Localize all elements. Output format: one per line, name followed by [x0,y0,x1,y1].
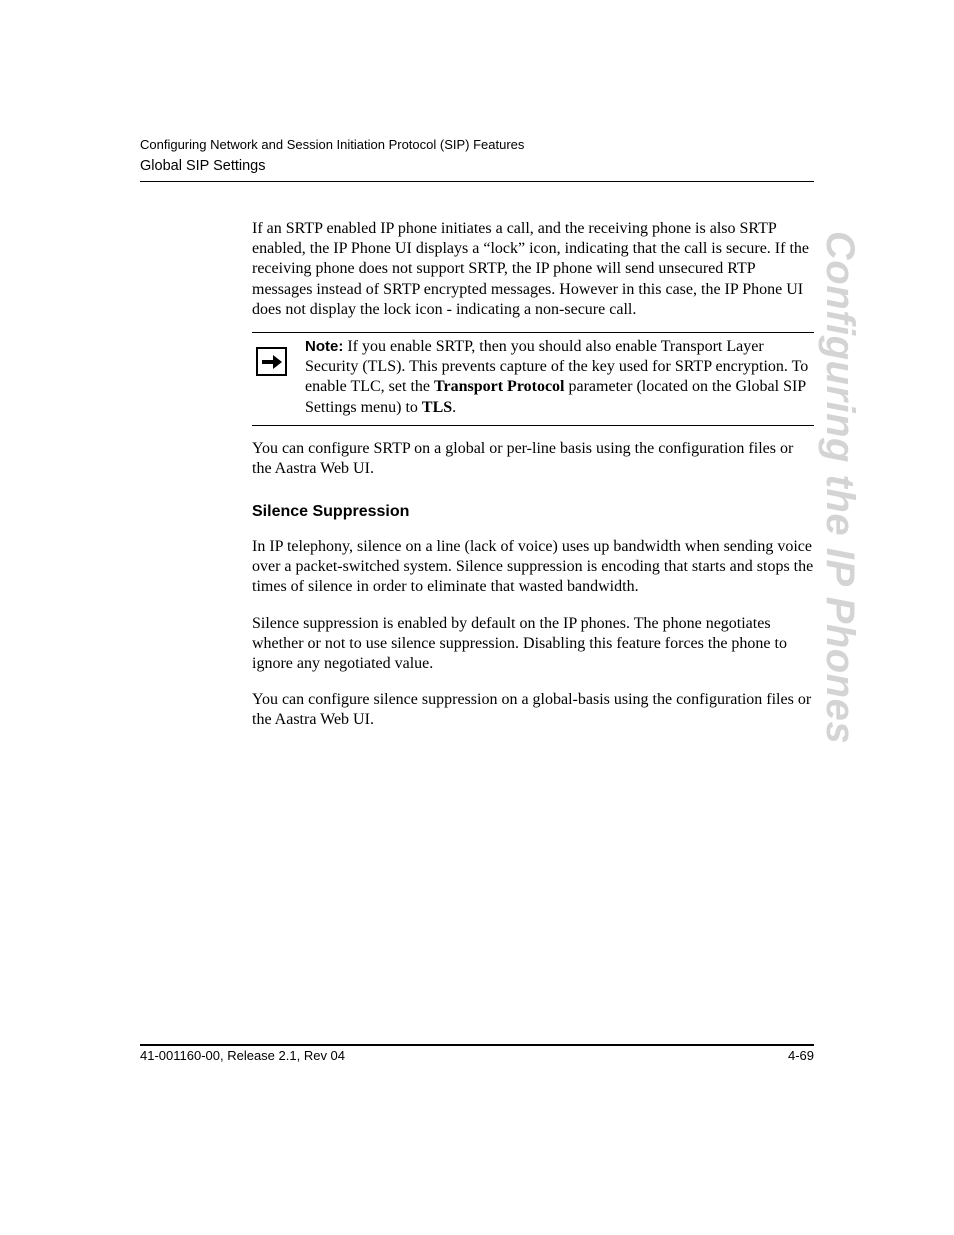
note-text-after: . [452,398,457,416]
arrow-right-icon [256,347,287,376]
note-top-divider [252,332,814,333]
page-number: 4-69 [787,1048,814,1063]
paragraph-silence-intro: In IP telephony, silence on a line (lack of voice) uses up bandwidth when sending voice over a packet-switched system. Silence suppression is encoding that starts and stops the times of silence in order to eliminate that wasted bandwidth. [252,538,814,596]
paragraph-silence-default: Silence suppression is enabled by default on the IP phones. The phone negotiates whether or not to use silence suppression. Disabling this feature forces the phone to ignore any negotiated value. [252,615,787,673]
note-bottom-divider [252,425,814,426]
paragraph-silence-config: You can configure silence suppression on a global-basis using the configuration files or the Aastra Web UI. [252,691,812,729]
note-bold-tls: TLS [421,398,453,416]
note-text-before: If you enable SRTP, then you should also enable Transport Layer Security (TLS). This prevents capture of the key used for SRTP encryption. To enable TLC, set the [305,338,809,396]
chapter-side-tab-label: Configuring the IP Phones [818,230,863,744]
section-heading: Silence Suppression [252,503,410,520]
header-divider [140,181,814,182]
note-bold-transport-protocol: Transport Protocol [434,378,565,396]
paragraph-srtp-lock-icon: If an SRTP enabled IP phone initiates a call, and the receiving phone is also SRTP enabled, the IP Phone UI displays a “lock” icon, indicating that the call is secure. If the receiving phone does not support SRTP, the IP phone will send unsecured RTP messages instead of SRTP encrypted messages. However in this case, the IP Phone UI does not display the lock icon - indicating a non-secure call. [252,220,810,318]
footer-divider [140,1044,814,1046]
running-header-section: Global SIP Settings [140,158,266,174]
note-block [305,337,810,418]
running-header-chapter: Configuring Network and Session Initiation Protocol (SIP) Features [140,137,525,152]
chapter-side-tab [818,230,863,744]
note-text-middle: parameter (located on the Global SIP Settings menu) to [305,378,806,416]
footer-doc-id: 41-001160-00, Release 2.1, Rev 04 [140,1048,346,1063]
note-label: Note: [305,338,344,355]
paragraph-srtp-config: You can configure SRTP on a global or per-line basis using the configuration files or the Aastra Web UI. [252,440,794,478]
